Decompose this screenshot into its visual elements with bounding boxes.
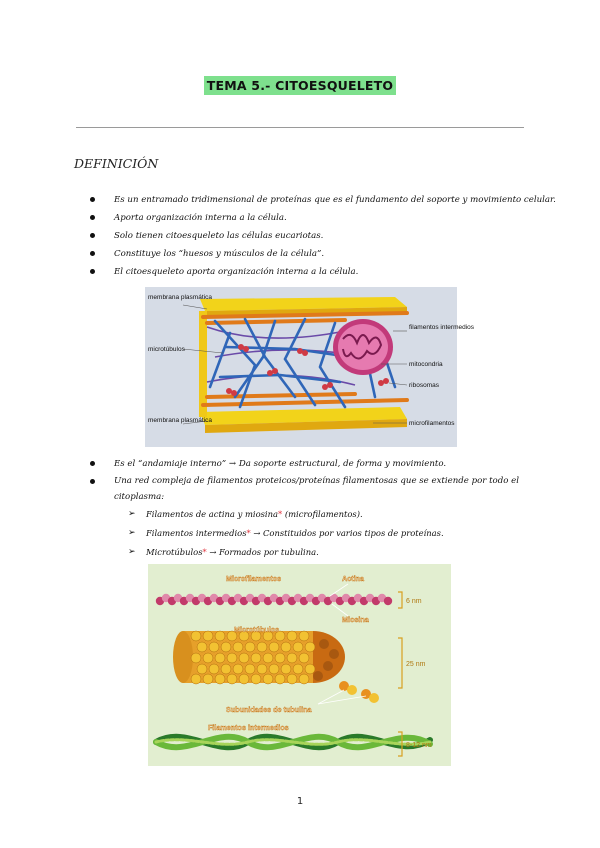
list-item-text: Es el “andamiaje interno” → Da soporte estructural, de forma y movimiento. xyxy=(114,459,447,469)
description-list xyxy=(90,455,520,505)
filament-types-illustration xyxy=(148,564,451,766)
section-heading: DEFINICIÓN xyxy=(74,156,159,171)
list-item xyxy=(90,245,556,263)
cytoskeleton-illustration xyxy=(145,287,475,447)
list-item-text: Constituye los “huesos y músculos de la célula”. xyxy=(114,249,325,259)
label-actin: Actina xyxy=(342,574,364,583)
page-title: TEMA 5.- CITOESQUELETO xyxy=(204,76,396,95)
bullet-icon xyxy=(90,251,95,256)
sub-list xyxy=(128,505,444,562)
filament-types-figure xyxy=(148,564,451,766)
label-microtubules: microtúbulos xyxy=(148,346,185,353)
list-item xyxy=(90,473,520,505)
sub-item-after: → Constituidos por varios tipos de proteínas. xyxy=(250,528,444,538)
asterisk-mark: * xyxy=(202,547,207,557)
list-item xyxy=(90,455,520,473)
label-mitochondria: mitocondria xyxy=(409,361,443,368)
label-myosin: Miosina xyxy=(342,615,369,624)
bullet-icon xyxy=(90,215,95,220)
arrow-icon: ➢ xyxy=(128,509,136,519)
arrow-icon: ➢ xyxy=(128,547,136,557)
asterisk-mark: * xyxy=(246,528,251,538)
list-item xyxy=(90,191,556,209)
page-number: 1 xyxy=(296,796,304,807)
label-microfilaments: microfilamentos xyxy=(409,420,455,427)
horizontal-rule xyxy=(76,127,524,128)
label-intermediate-filaments: filamentos intermedios xyxy=(409,324,475,331)
label-tubulin-subunits: Subunidades de tubulina xyxy=(226,705,312,714)
sub-list-item xyxy=(128,543,444,562)
bullet-icon xyxy=(90,269,95,274)
label-membrane-bottom: membrana plasmática xyxy=(148,417,212,424)
definition-list xyxy=(90,191,556,281)
size-microtubules: 25 nm xyxy=(406,661,426,668)
list-item-text: Solo tienen citoesqueleto las células eucariotas. xyxy=(114,231,324,241)
sub-list-item xyxy=(128,524,444,543)
label-microfilaments: Microfilamentos xyxy=(226,574,282,583)
label-membrane-top: membrana plasmática xyxy=(148,294,212,301)
label-intermediate-filaments: Filamentos intermedios xyxy=(208,723,289,732)
sub-list-item xyxy=(128,505,444,524)
sub-item-text: Filamentos de actina y miosina xyxy=(146,509,278,519)
cytoskeleton-figure xyxy=(145,287,475,447)
list-item xyxy=(90,263,556,281)
bullet-icon xyxy=(90,233,95,238)
label-ribosomes: ribosomas xyxy=(409,382,439,389)
list-item-text: El citoesqueleto aporta organización interna a la célula. xyxy=(114,267,359,277)
bullet-icon xyxy=(90,479,95,484)
bullet-icon xyxy=(90,197,95,202)
label-microtubules: Microtúbulos xyxy=(234,625,280,634)
arrow-icon: ➢ xyxy=(128,528,136,538)
bullet-icon xyxy=(90,461,95,466)
asterisk-mark: * xyxy=(278,509,283,519)
list-item xyxy=(90,209,556,227)
sub-item-text: Microtúbulos xyxy=(146,547,203,557)
size-intermediate-filaments: 8-12 nm xyxy=(406,742,432,749)
sub-item-after: (microfilamentos). xyxy=(282,509,363,519)
list-item xyxy=(90,227,556,245)
list-item-text: Una red compleja de filamentos proteicos/proteínas filamentosas que se extiende por todo el citoplasma: xyxy=(114,476,519,502)
sub-item-text: Filamentos intermedios xyxy=(146,528,247,538)
sub-item-after: → Formados por tubulina. xyxy=(206,547,319,557)
title-wrap xyxy=(0,75,600,95)
list-item-text: Aporta organización interna a la célula. xyxy=(114,213,287,223)
size-microfilaments: 6 nm xyxy=(406,598,422,605)
list-item-text: Es un entramado tridimensional de proteínas que es el fundamento del soporte y movimiento celular. xyxy=(114,195,556,205)
